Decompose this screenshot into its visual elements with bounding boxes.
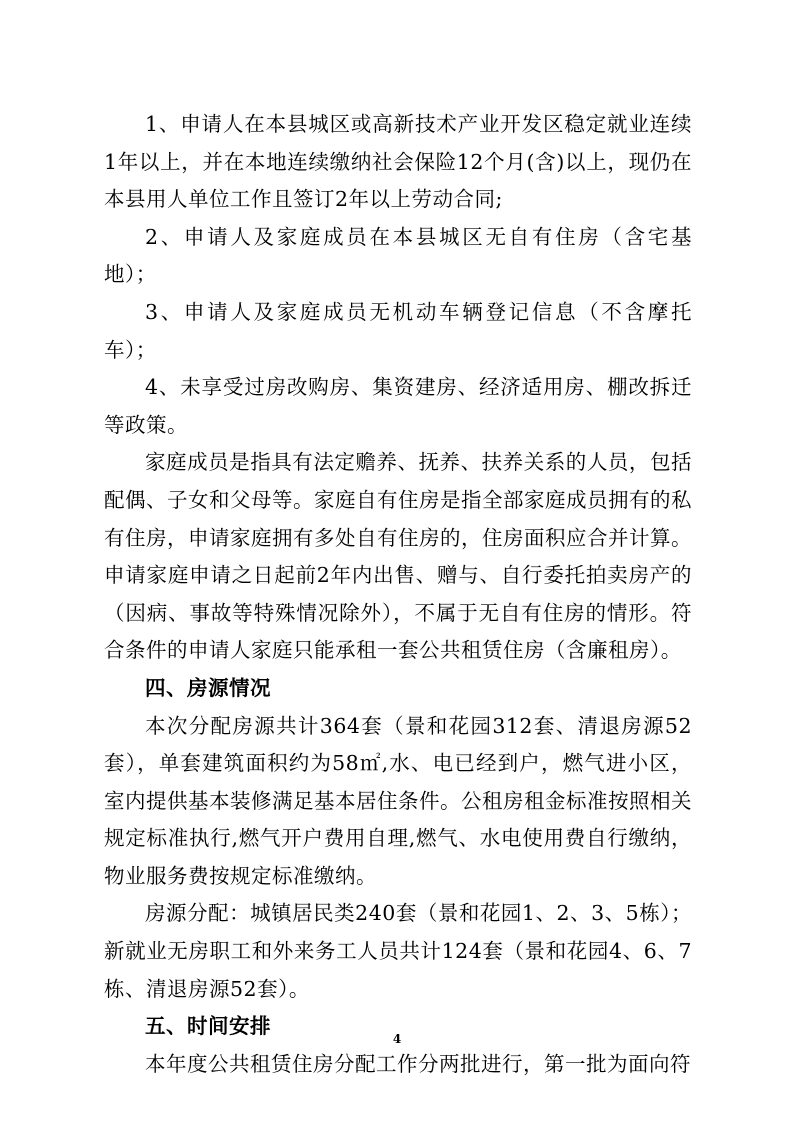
page-number: 4	[392, 1032, 402, 1046]
condition-4-paragraph: 4、未享受过房改购房、集资建房、经济适用房、棚改拆迁等政策。	[104, 375, 692, 437]
document-body	[104, 106, 692, 1083]
section-4-heading: 四、房源情况	[145, 675, 271, 700]
housing-supply-paragraph: 本次分配房源共计364套（景和花园312套、清退房源52套），单套建筑面积约为58㎡,水、电已经到户，燃气进小区，室内提供基本装修满足基本居住条件。公租房租金标准按照相关规定标准执行,燃气开户费用自理,燃气、水电使用费自行缴纳，物业服务费按规定标准缴纳。	[104, 713, 692, 888]
condition-2-paragraph: 2、申请人及家庭成员在本县城区无自有住房（含宅基地）；	[104, 224, 692, 287]
family-definition-paragraph: 家庭成员是指具有法定赡养、抚养、扶养关系的人员，包括配偶、子女和父母等。家庭自有住房是指全部家庭成员拥有的私有住房，申请家庭拥有多处自有住房的，住房面积应合并计算。申请家庭申请之日起前2年内出售、赠与、自行委托拍卖房产的（因病、事故等特殊情况除外），不属于无自有住房的情形。符合条件的申请人家庭只能承租一套公共租赁住房（含廉租房）。	[104, 450, 692, 663]
schedule-paragraph: 本年度公共租赁住房分配工作分两批进行，第一批为面向符	[145, 1051, 691, 1076]
section-5-heading: 五、时间安排	[145, 1014, 271, 1039]
condition-3-paragraph: 3、申请人及家庭成员无机动车辆登记信息（不含摩托车）；	[104, 299, 692, 362]
housing-allocation-paragraph: 房源分配：城镇居民类240套（景和花园1、2、3、5栋）；新就业无房职工和外来务工人员共计124套（景和花园4、6、7栋、清退房源52套）。	[104, 901, 692, 1001]
condition-1-paragraph: 1、申请人在本县城区或高新技术产业开发区稳定就业连续1年以上，并在本地连续缴纳社会保险12个月(含)以上，现仍在本县用人单位工作且签订2年以上劳动合同;	[104, 112, 692, 212]
